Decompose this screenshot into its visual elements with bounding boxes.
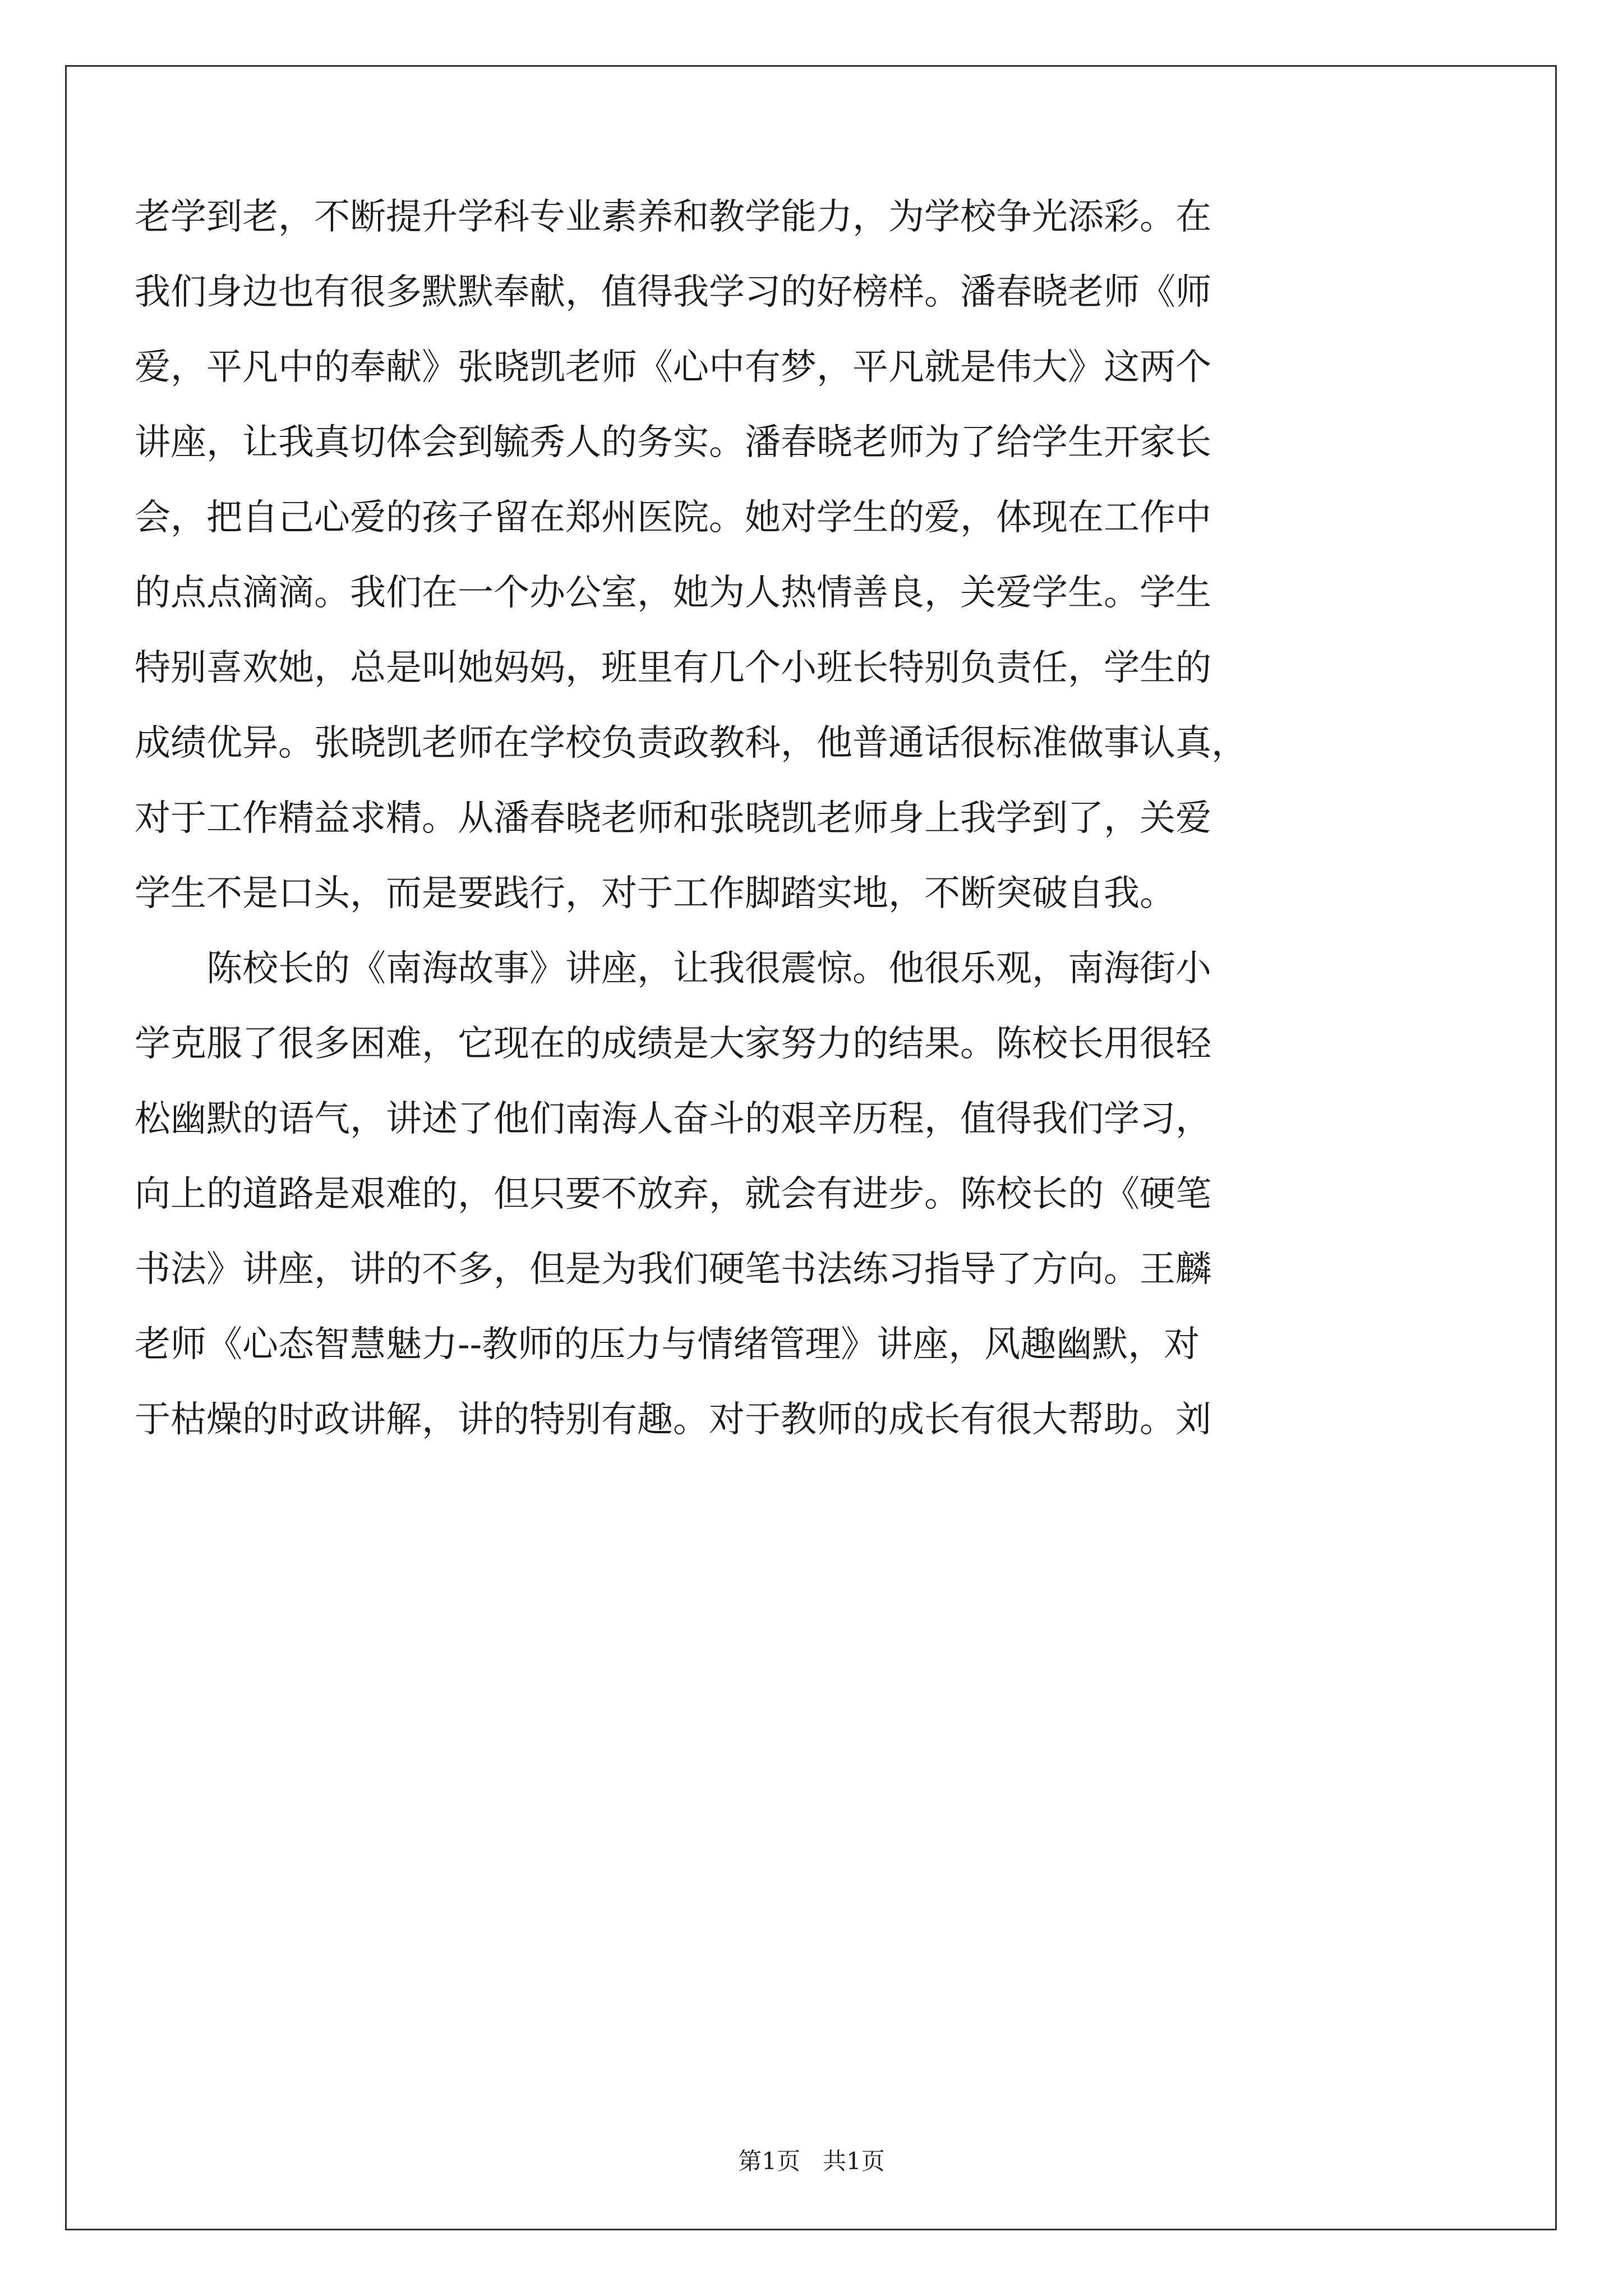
text-line: 学克服了很多困难，它现在的成绩是大家努力的结果。陈校长用很轻	[135, 1023, 1211, 1065]
text-line: 特别喜欢她，总是叫她妈妈，班里有几个小班长特别负责任，学生的	[135, 647, 1211, 689]
total-pages: 共1页	[823, 2147, 885, 2175]
text-line-paragraph-start: 陈校长的《南海故事》讲座，让我很震惊。他很乐观，南海街小	[206, 948, 1211, 990]
text-line: 向上的道路是艰难的，但只要不放弃，就会有进步。陈校长的《硬笔	[135, 1174, 1211, 1215]
text-line: 成绩优异。张晓凯老师在学校负责政教科，他普通话很标准做事认真，	[135, 723, 1247, 764]
text-line: 老学到老，不断提升学科专业素养和教学能力，为学校争光添彩。在	[135, 196, 1211, 238]
page-footer	[0, 2143, 1623, 2177]
text-line: 对于工作精益求精。从潘春晓老师和张晓凯老师身上我学到了，关爱	[135, 798, 1211, 839]
text-line: 于枯燥的时政讲解，讲的特别有趣。对于教师的成长有很大帮助。刘	[135, 1399, 1211, 1441]
text-line: 学生不是口头，而是要践行，对于工作脚踏实地，不断突破自我。	[135, 873, 1175, 914]
text-line: 会，把自己心爱的孩子留在郑州医院。她对学生的爱，体现在工作中	[135, 497, 1211, 539]
document-body	[135, 191, 1469, 1469]
text-line: 我们身边也有很多默默奉献，值得我学习的好榜样。潘春晓老师《师	[135, 272, 1211, 313]
text-line: 松幽默的语气，讲述了他们南海人奋斗的艰辛历程，值得我们学习，	[135, 1098, 1211, 1140]
text-line: 书法》讲座，讲的不多，但是为我们硬笔书法练习指导了方向。王麟	[135, 1249, 1211, 1290]
text-line: 讲座，让我真切体会到毓秀人的务实。潘春晓老师为了给学生开家长	[135, 422, 1211, 463]
text-line: 的点点滴滴。我们在一个办公室，她为人热情善良，关爱学生。学生	[135, 572, 1211, 614]
text-line: 老师《心态智慧魅力--教师的压力与情绪管理》讲座，风趣幽默，对	[135, 1324, 1200, 1365]
page-number: 第1页	[738, 2147, 800, 2175]
text-line: 爱，平凡中的奉献》张晓凯老师《心中有梦，平凡就是伟大》这两个	[135, 347, 1211, 388]
